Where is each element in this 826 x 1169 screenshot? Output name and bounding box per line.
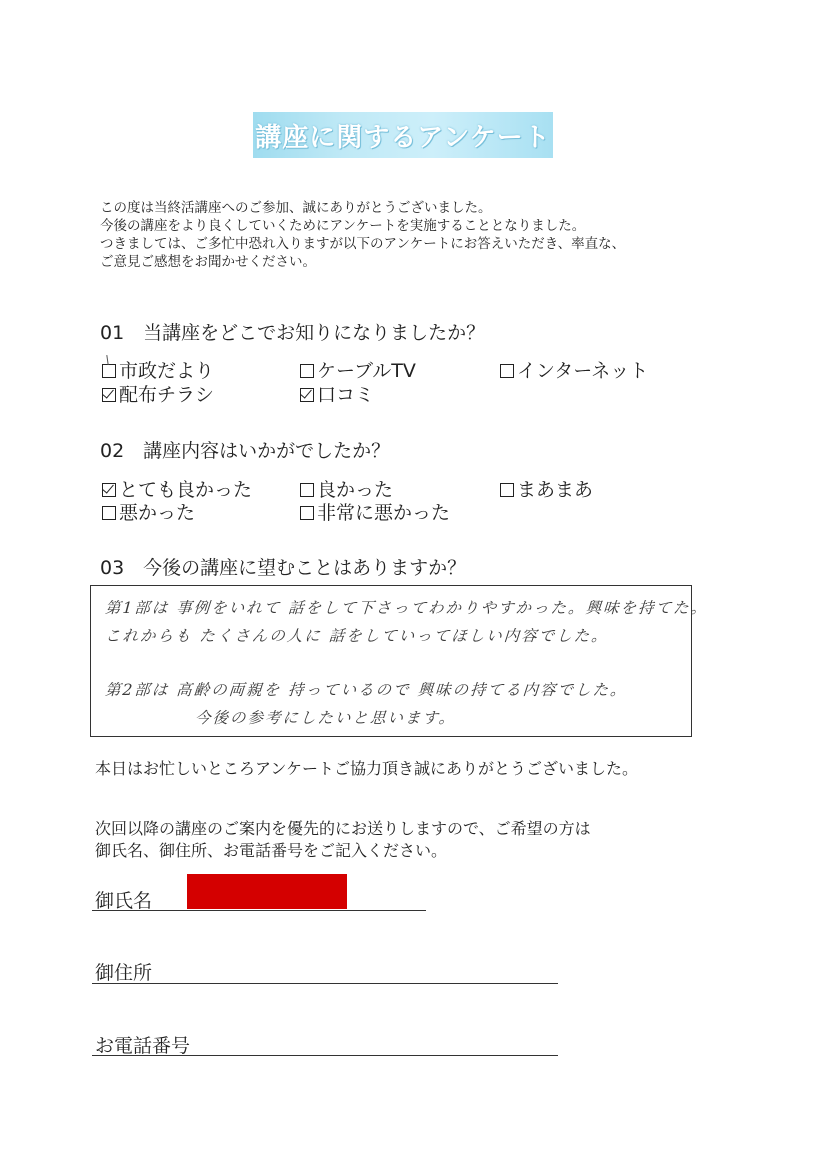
checkbox[interactable]	[300, 483, 314, 497]
option-label: ケーブルTV	[317, 360, 416, 382]
phone-input-line[interactable]	[92, 1055, 558, 1056]
checkbox[interactable]	[300, 364, 314, 378]
free-answer-box[interactable]	[90, 585, 709, 737]
checkbox[interactable]	[102, 364, 116, 378]
option-label: インターネット	[517, 360, 649, 382]
handwritten-answer-line-2: これからも たくさんの人に 話をしていってほしい内容でした。	[104, 627, 610, 645]
thanks-text: 本日はお忙しいところアンケートご協力頂き誠にありがとうございました。	[95, 759, 639, 778]
checkbox-checked[interactable]	[102, 483, 116, 497]
question-2-heading: 02 講座内容はいかがでしたか？	[100, 440, 391, 462]
checkbox-checked[interactable]	[300, 388, 314, 402]
page-title: 講座に関するアンケート	[255, 122, 551, 153]
intro-line-1: この度は当終活講座へのご参加、誠にありがとうございました。	[100, 200, 492, 216]
checkbox-checked[interactable]	[102, 388, 116, 402]
question-1-heading: 01 当講座をどこでお知りになりましたか？	[100, 322, 486, 344]
name-input-line[interactable]	[92, 910, 426, 911]
address-label: 御住所	[95, 962, 153, 984]
option-label: まあまあ	[517, 479, 594, 501]
contact-note-line-2: 御氏名、御住所、お電話番号をご記入ください。	[95, 841, 448, 860]
checkbox[interactable]	[500, 364, 514, 378]
intro-line-3: つきましては、ご多忙中恐れ入りますが以下のアンケートにお答えいただき、率直な、	[100, 236, 626, 252]
name-label: 御氏名	[95, 890, 153, 912]
checkbox[interactable]	[500, 483, 514, 497]
handwritten-answer-line-1: 第1部は 事例をいれて 話をして下さってわかりやすかった。興味を持てた。	[104, 599, 709, 617]
option-label: 良かった	[317, 479, 394, 501]
checkbox[interactable]	[102, 506, 116, 520]
option-label: とても良かった	[119, 479, 253, 501]
q1-option-internet[interactable]	[500, 356, 648, 383]
handwritten-answer-line-3: 第2部は 高齢の両親を 持っているので 興味の持てる内容でした。	[104, 681, 629, 699]
q1-option-flyer[interactable]	[102, 380, 214, 407]
q1-option-shisei[interactable]	[102, 356, 214, 383]
option-label: 非常に悪かった	[317, 502, 451, 524]
intro-line-2: 今後の講座をより良くしていくためにアンケートを実施することとなりました。	[100, 218, 586, 234]
q1-option-wordofmouth[interactable]	[300, 380, 374, 407]
option-label: 口コミ	[317, 384, 375, 406]
checkbox[interactable]	[300, 506, 314, 520]
q2-option-so-so[interactable]	[500, 475, 593, 502]
redacted-name	[187, 874, 347, 909]
q2-option-very-bad[interactable]	[300, 498, 450, 525]
q1-option-cabletv[interactable]	[300, 356, 416, 383]
q2-option-bad[interactable]	[102, 498, 195, 525]
question-3-heading: 03 今後の講座に望むことはありますか？	[100, 557, 467, 579]
option-label: 悪かった	[119, 502, 196, 524]
option-label: 市政だより	[119, 360, 215, 382]
phone-label: お電話番号	[95, 1035, 191, 1057]
contact-note-line-1: 次回以降の講座のご案内を優先的にお送りしますので、ご希望の方は	[95, 819, 591, 838]
handwritten-answer-line-4: 今後の参考にしたいと思います。	[194, 709, 457, 727]
address-input-line[interactable]	[92, 983, 558, 984]
option-label: 配布チラシ	[119, 384, 215, 406]
intro-line-4: ご意見ご感想をお聞かせください。	[100, 254, 316, 270]
title-banner	[253, 112, 553, 158]
